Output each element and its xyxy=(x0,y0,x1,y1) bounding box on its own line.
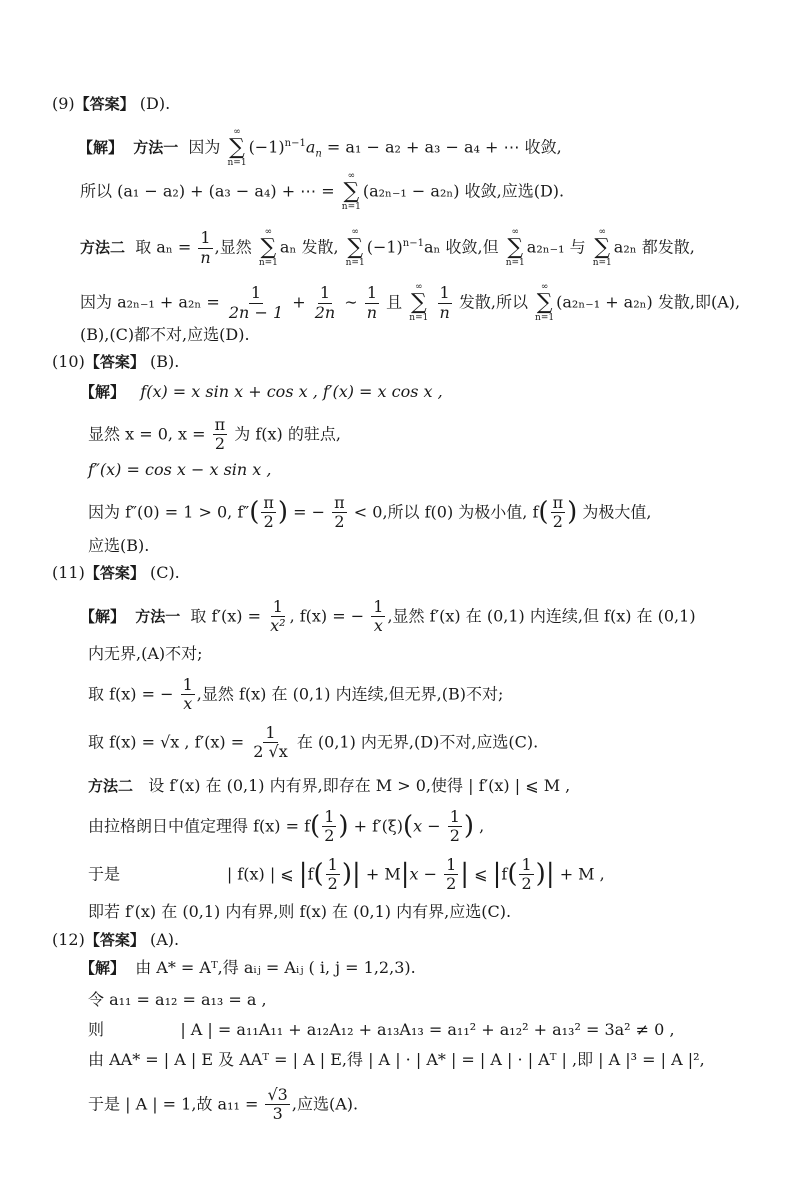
q10-line5: 应选(B). xyxy=(88,536,150,555)
q10-line1: 【解】 f(x) = x sin x + cos x , f′(x) = x cos x , xyxy=(80,382,443,401)
q10-line3: f″(x) = cos x − x sin x , xyxy=(88,460,272,479)
q11-line8: 即若 f′(x) 在 (0,1) 内有界,则 f(x) 在 (0,1) 内有界,应选(C). xyxy=(88,902,512,921)
q12-line2: 令 a₁₁ = a₁₂ = a₁₃ = a , xyxy=(88,990,267,1009)
fraction: $\frac{1}{2}$ xyxy=(327,855,338,894)
sum-sign: ∞ ∑ n=1 xyxy=(592,227,612,268)
sum-sign: ∞ ∑ n=1 xyxy=(505,227,525,268)
q9-line5: (B),(C)都不对,应选(D). xyxy=(80,325,250,344)
q9-method1-line: 【解】 方法一 因为 ∞ ∑ n=1 $(-1)^{n-1}a_n = a_1 - a_2 + a_3 - a_4$ + ⋯ 收敛, xyxy=(78,127,562,168)
q10-line2: 显然 x = 0, x = $\frac{\pi}{2}$ 为 f(x) 的驻点, xyxy=(88,415,341,454)
sum-sign: ∞ ∑ n=1 xyxy=(258,227,278,268)
fraction: $\frac{\pi}{2}$ xyxy=(334,493,345,532)
q9-line4: 因为 a₂ₙ₋₁ + a₂ₙ = $\frac{1}{2n - 1}$ + $\frac{1}{2n}$ ∼ $\frac{1}{n}$ 且 ∞ ∑ n=1 $\frac{1}{n}$ 发散,所以 ∞ ∑ n=1 (a₂ₙ₋₁ + a₂ₙ) 发散,即(A), xyxy=(80,282,741,323)
fraction: $\frac{1}{2}$ xyxy=(324,807,335,846)
fraction: $\frac{1}{n}$ xyxy=(200,228,211,267)
q12-line3: 则 | A | = a₁₁A₁₁ + a₁₂A₁₂ + a₁₃A₁₃ = a₁₁² + a₁₂² + a₁₃² = 3a² ≠ 0 , xyxy=(88,1020,675,1039)
q12-line4: 由 AA* = | A | E 及 AAᵀ = | A | E,得 | A | · | A* | = | A | · | Aᵀ | ,即 | A |³ = | A |², xyxy=(88,1050,705,1069)
fraction: $\frac{1}{2}$ xyxy=(449,807,460,846)
sum-sign: ∞ ∑ n=1 xyxy=(227,127,247,168)
fraction: $\frac{\pi}{2}$ xyxy=(552,493,564,532)
fraction: $\frac{\pi}{2}$ xyxy=(214,415,226,454)
fraction: $\frac{1}{n}$ xyxy=(366,283,378,322)
q9-method2-line: 方法二 取 aₙ = $\frac{1}{n}$ ,显然 ∞ ∑ n=1 aₙ 发散, ∞ ∑ n=1 $(-1)^{n-1}a_n$ 收敛,但 ∞ ∑ n=1 a₂ₙ₋₁ 与 ∞ ∑ n=1 a₂ₙ 都发散, xyxy=(80,227,695,268)
fraction: $\frac{1}{\text{x²}}$ xyxy=(270,597,286,636)
q12-line1: 【解】 由 A* = Aᵀ,得 aᵢⱼ = Aᵢⱼ ( i, j = 1,2,3). xyxy=(80,958,416,977)
q10-line4: 因为 f″(0) = 1 > 0, f″( $\frac{\pi}{2}$ ) = − $\frac{\pi}{2}$ < 0,所以 f(0) 为极小值, f( $\frac{\pi}{2}$ ) 为极大值, xyxy=(88,493,652,532)
fraction: $\frac{1}{2n}$ xyxy=(314,283,336,322)
q11-method2-line: 方法二 设 f′(x) 在 (0,1) 内有界,即存在 M > 0,使得 | f′(x) | ⩽ M , xyxy=(88,776,571,795)
q11-line3: 取 f(x) = − $\frac{1}{x}$ ,显然 f(x) 在 (0,1) 内连续,但无界,(B)不对; xyxy=(88,675,504,714)
q11-line2: 内无界,(A)不对; xyxy=(88,644,203,663)
q10-answer-line: (10)【答案】 (B). xyxy=(52,352,180,371)
fraction: $\frac{1}{x}$ xyxy=(182,675,193,714)
sum-sign: ∞ ∑ n=1 xyxy=(409,282,429,323)
fraction: $\frac{√3}{3}$ xyxy=(267,1085,288,1124)
sum-sign: ∞ ∑ n=1 xyxy=(535,282,555,323)
q12-line5: 于是 | A | = 1,故 a₁₁ = $\frac{√3}{3}$ ,应选(A). xyxy=(88,1085,359,1124)
fraction: $\frac{1}{2}$ xyxy=(521,855,532,894)
fraction: $\frac{1}{x}$ xyxy=(373,597,384,636)
fraction: $\frac{1}{2n - 1}$ xyxy=(228,283,284,322)
q11-answer-line: (11)【答案】 (C). xyxy=(52,563,180,582)
fraction: $\frac{1}{n}$ xyxy=(439,283,450,322)
q11-method1-line: 【解】 方法一 取 f′(x) = $\frac{1}{\text{x²}}$ , f(x) = − $\frac{1}{x}$ ,显然 f′(x) 在 (0,1) 内连续,但 f(x) 在 (0,1) xyxy=(80,597,696,636)
q12-answer-line: (12)【答案】 (A). xyxy=(52,930,180,949)
q11-line6: 由拉格朗日中值定理得 f(x) = f( $\frac{1}{2}$ ) + f′(ξ)(x − $\frac{1}{2}$ ) , xyxy=(88,807,485,846)
q11-line7: 于是 | f(x) | ⩽ |f( $\frac{1}{2}$ )| + M|x − $\frac{1}{2}$ | ⩽ |f( $\frac{1}{2}$ )| + M , xyxy=(88,855,605,894)
q11-line4: 取 f(x) = √x , f′(x) = $\frac{1}{2 √x}$ 在 (0,1) 内无界,(D)不对,应选(C). xyxy=(88,723,539,762)
fraction: $\frac{\pi}{2}$ xyxy=(263,493,274,532)
fraction: $\frac{1}{2}$ xyxy=(446,855,457,894)
q9-answer-line: (9)【答案】 (D). xyxy=(52,94,171,113)
sum-sign: ∞ ∑ n=1 xyxy=(345,227,365,268)
sum-sign: ∞ ∑ n=1 xyxy=(341,171,361,212)
q9-line2: 所以 (a₁ − a₂) + (a₃ − a₄) + ⋯ = ∞ ∑ n=1 (a₂ₙ₋₁ − a₂ₙ) 收敛,应选(D). xyxy=(80,171,565,212)
fraction: $\frac{1}{2 √x}$ xyxy=(253,723,288,762)
